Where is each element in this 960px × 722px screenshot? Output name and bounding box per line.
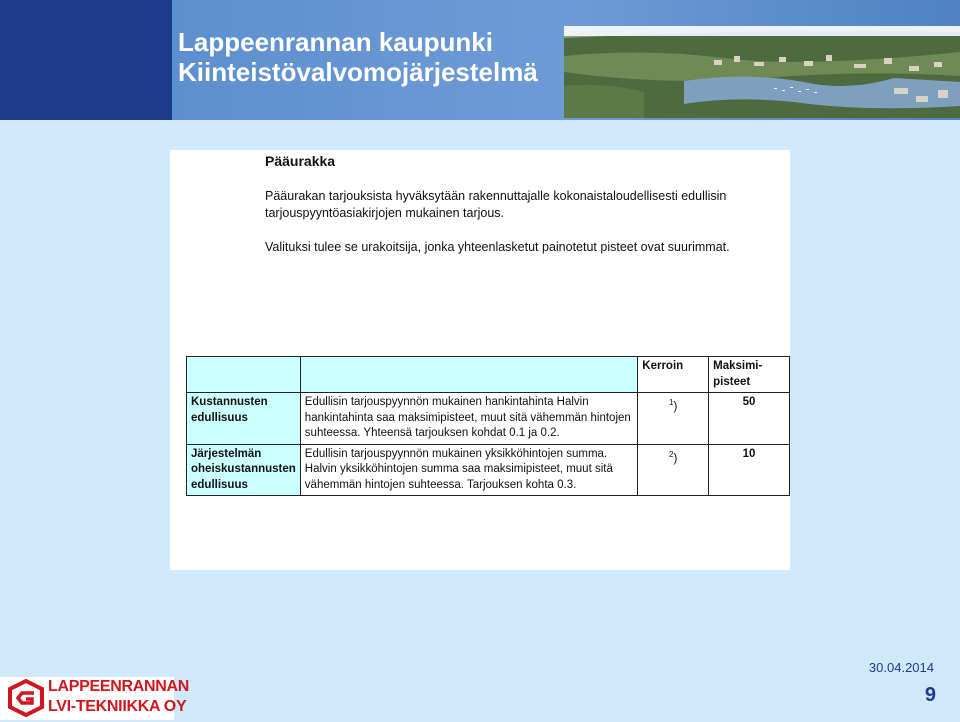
company-logo-icon [8,679,44,722]
footnote-paren: ) [673,452,678,465]
header-cell-empty [187,357,301,393]
city-aerial-photo [564,26,960,118]
slide-date: 30.04.2014 [868,660,934,675]
criteria-table [186,356,790,496]
criterion-cell: Kustannusten edullisuus [187,393,301,445]
header-kerroin: Kerroin [638,357,709,393]
kerroin-cell [638,393,709,445]
points-cell: 50 [709,393,790,445]
footnote-ref: 1 [669,398,674,407]
title-line-2: Kiinteistövalvomojärjestelmä [178,57,538,87]
header-dark-block [0,0,172,120]
document-paragraph-2: Valituksi tulee se urakoitsija, jonka yhteenlasketut painotetut pisteet ovat suurimmat. [265,240,730,254]
table-row [187,393,790,445]
table-header-row [187,357,790,393]
document-excerpt [170,150,790,570]
table-row [187,444,790,496]
title-line-1: Lappeenrannan kaupunki [178,27,493,57]
header-maksimipisteet: Maksimi-pisteet [709,357,790,393]
description-cell: Edullisin tarjouspyynnön mukainen yksikköhintojen summa. Halvin yksikköhintojen summa saa maksimipisteet, muut sitä vähemmän hintojen suhteessa. Tarjouksen kohta 0.3. [300,444,637,496]
document-heading: Pääurakka [265,153,336,169]
document-paragraph-1: Pääurakan tarjouksista hyväksytään rakennuttajalle kokonaistaloudellisesti edullisin tarjouspyyntöasiakirjojen mukainen tarjous. [265,189,727,220]
description-cell: Edullisin tarjouspyynnön mukainen hankintahinta Halvin hankintahinta saa maksimipisteet, muut sitä vähemmän hintojen suhteessa. Yhteensä tarjouksen kohdat 0.1 ja 0.2. [300,393,637,445]
footnote-paren: ) [673,400,678,413]
criterion-cell: Järjestelmän oheiskustannusten edullisuus [187,444,301,496]
footnote-ref: 2 [669,449,674,459]
company-logo [0,677,189,720]
logo-text [48,677,189,717]
kerroin-cell [638,444,709,496]
slide-title [178,27,538,87]
header-cell-empty [300,357,637,393]
points-cell: 10 [709,444,790,496]
page-number: 9 [924,684,936,706]
logo-line-2: LVI-TEKNIIKKA OY [48,698,187,715]
logo-line-1: LAPPEENRANNAN [48,678,189,695]
